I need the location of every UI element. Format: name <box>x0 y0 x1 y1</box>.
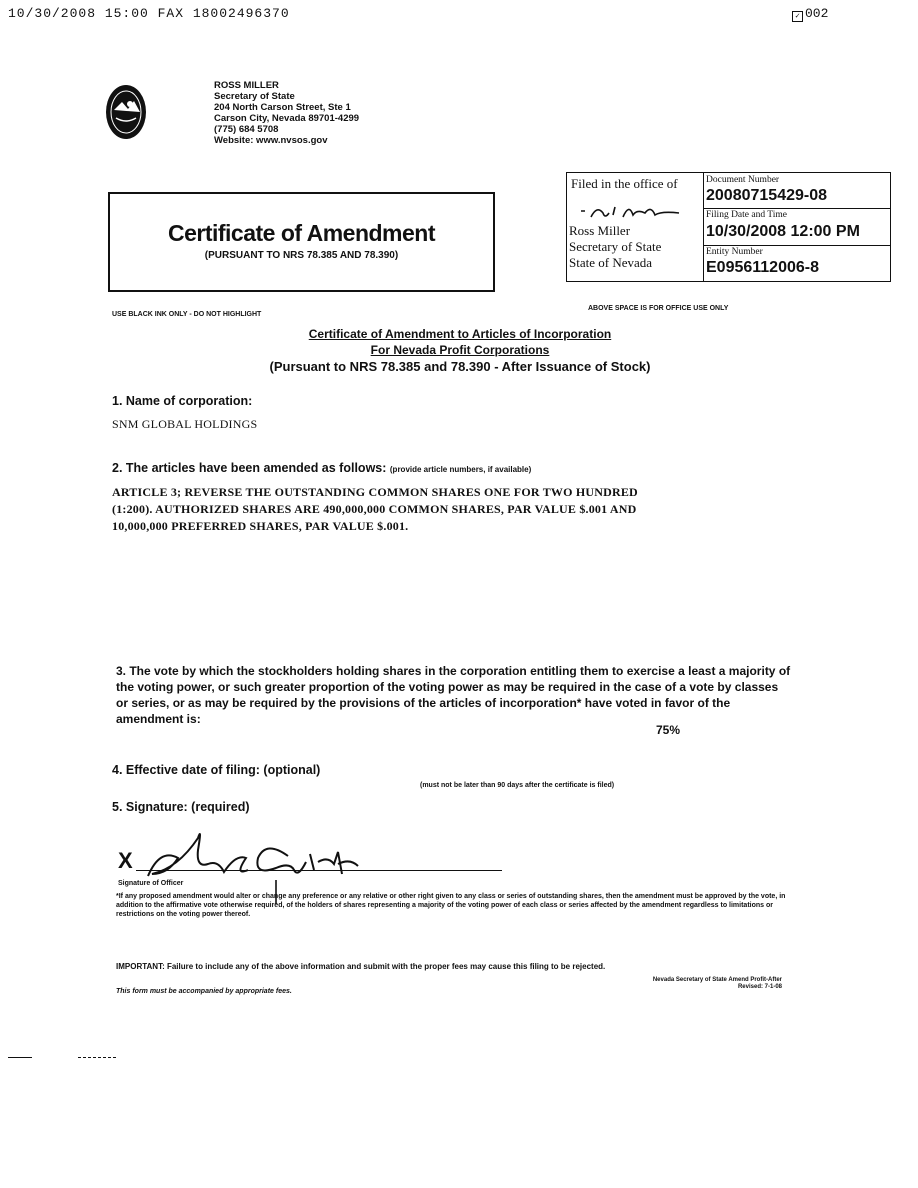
filing-date: 10/30/2008 12:00 PM <box>706 223 860 240</box>
amendment-line: ARTICLE 3; REVERSE THE OUTSTANDING COMMON SHARES ONE FOR TWO HUNDRED <box>112 485 638 499</box>
document-number: 20080715429-08 <box>706 187 828 204</box>
nevada-seal-icon <box>104 82 148 142</box>
important-notice: IMPORTANT: Failure to include any of the above information and submit with the proper fees may cause this filing to be rejected. <box>116 962 606 971</box>
page-number-text: 002 <box>805 6 829 21</box>
document-number-label: Document Number <box>706 175 780 185</box>
filing-date-label: Filing Date and Time <box>706 210 788 220</box>
question-2-text: 2. The articles have been amended as follows: <box>112 461 387 475</box>
form-title-line-2: For Nevada Profit Corporations <box>370 343 550 357</box>
address-line-1: 204 North Carson Street, Ste 1 <box>214 102 351 113</box>
amendment-line: (1:200). AUTHORIZED SHARES ARE 490,000,000 COMMON SHARES, PAR VALUE $.001 AND <box>112 502 637 516</box>
question-5-label: 5. Signature: (required) <box>112 800 250 814</box>
question-4-label: 4. Effective date of filing: (optional) <box>112 763 321 777</box>
form-title-line-3: (Pursuant to NRS 78.385 and 78.390 - After Issuance of Stock) <box>269 359 651 374</box>
fax-artifact-line <box>78 1057 116 1058</box>
fax-page-number <box>792 6 828 22</box>
address-line-2: Carson City, Nevada 89701-4299 <box>214 113 360 124</box>
officer-title: Secretary of State <box>569 239 662 254</box>
certificate-title: Certificate of Amendment <box>167 220 436 246</box>
filing-date-cell <box>704 209 891 246</box>
phone-number: (775) 684 5708 <box>214 124 279 135</box>
officer-name: Ross Miller <box>569 223 631 238</box>
secretary-address-block <box>214 80 359 146</box>
effective-date-note: (must not be later than 90 days after the certificate is filed) <box>420 782 615 789</box>
filing-stamp-table <box>566 172 891 282</box>
officer-state: State of Nevada <box>569 255 653 270</box>
question-3-text: 3. The vote by which the stockholders holding shares in the corporation entitling them to exercise a least a majority of the voting power, or such greater proportion of the voting power as may be required in the case of a vote by classes or series, or as may be required by the provisions of the articles of incorporation* have voted in favor of the amendment is: <box>116 664 791 726</box>
amendment-footnote: *If any proposed amendment would alter or change any preference or any relative or other right given to any class or series of outstanding shares, then the amendment must be approved by the vote, in addition to the affirmative vote otherwise required, of the holders of shares representing a majority of the voting power of each class or series affected by the amendment regardless to limitations or restrictions on the voting power thereof. <box>116 893 786 918</box>
filed-label: Filed in the office of <box>571 176 678 191</box>
website: Website: www.nvsos.gov <box>214 135 328 146</box>
filed-in-office-cell <box>567 173 704 281</box>
fax-artifact-line <box>8 1057 32 1058</box>
amendment-line: 10,000,000 PREFERRED SHARES, PAR VALUE $.001. <box>112 519 409 533</box>
secretary-name: ROSS MILLER <box>214 80 279 91</box>
signature-x-mark: X <box>118 848 133 873</box>
signature-line <box>136 870 502 871</box>
question-2-hint: (provide article numbers, if available) <box>389 465 532 474</box>
filing-officer <box>569 223 661 271</box>
amendment-text <box>112 484 752 535</box>
document-number-cell <box>704 173 891 209</box>
fax-header: 10/30/2008 15:00 FAX 18002496370 <box>8 6 290 21</box>
vote-percentage: 75% <box>656 723 681 737</box>
black-ink-note: USE BLACK INK ONLY - DO NOT HIGHLIGHT <box>112 311 262 318</box>
entity-number-label: Entity Number <box>706 247 763 257</box>
entity-number: E0956112006-8 <box>706 259 819 276</box>
fees-notice: This form must be accompanied by appropriate fees. <box>116 988 292 995</box>
secretary-signature-icon <box>575 199 687 223</box>
office-use-note: ABOVE SPACE IS FOR OFFICE USE ONLY <box>588 305 729 312</box>
secretary-title: Secretary of State <box>214 91 295 102</box>
entity-number-cell <box>704 246 891 282</box>
form-id-line-1: Nevada Secretary of State Amend Profit-After <box>652 977 782 983</box>
form-title-line-1: Certificate of Amendment to Articles of Incorporation <box>308 327 612 341</box>
question-1-label: 1. Name of corporation: <box>112 394 253 408</box>
form-identifier <box>560 977 782 991</box>
question-2-label <box>112 461 531 475</box>
certificate-title-box <box>108 192 495 292</box>
certificate-subtitle: (PURSUANT TO NRS 78.385 AND 78.390) <box>204 250 399 261</box>
form-id-line-2: Revised: 7-1-08 <box>737 984 782 990</box>
signature-officer-label: Signature of Officer <box>118 880 184 887</box>
corporation-name: SNM GLOBAL HOLDINGS <box>112 417 258 431</box>
fax-icon: ✓ <box>792 11 803 22</box>
